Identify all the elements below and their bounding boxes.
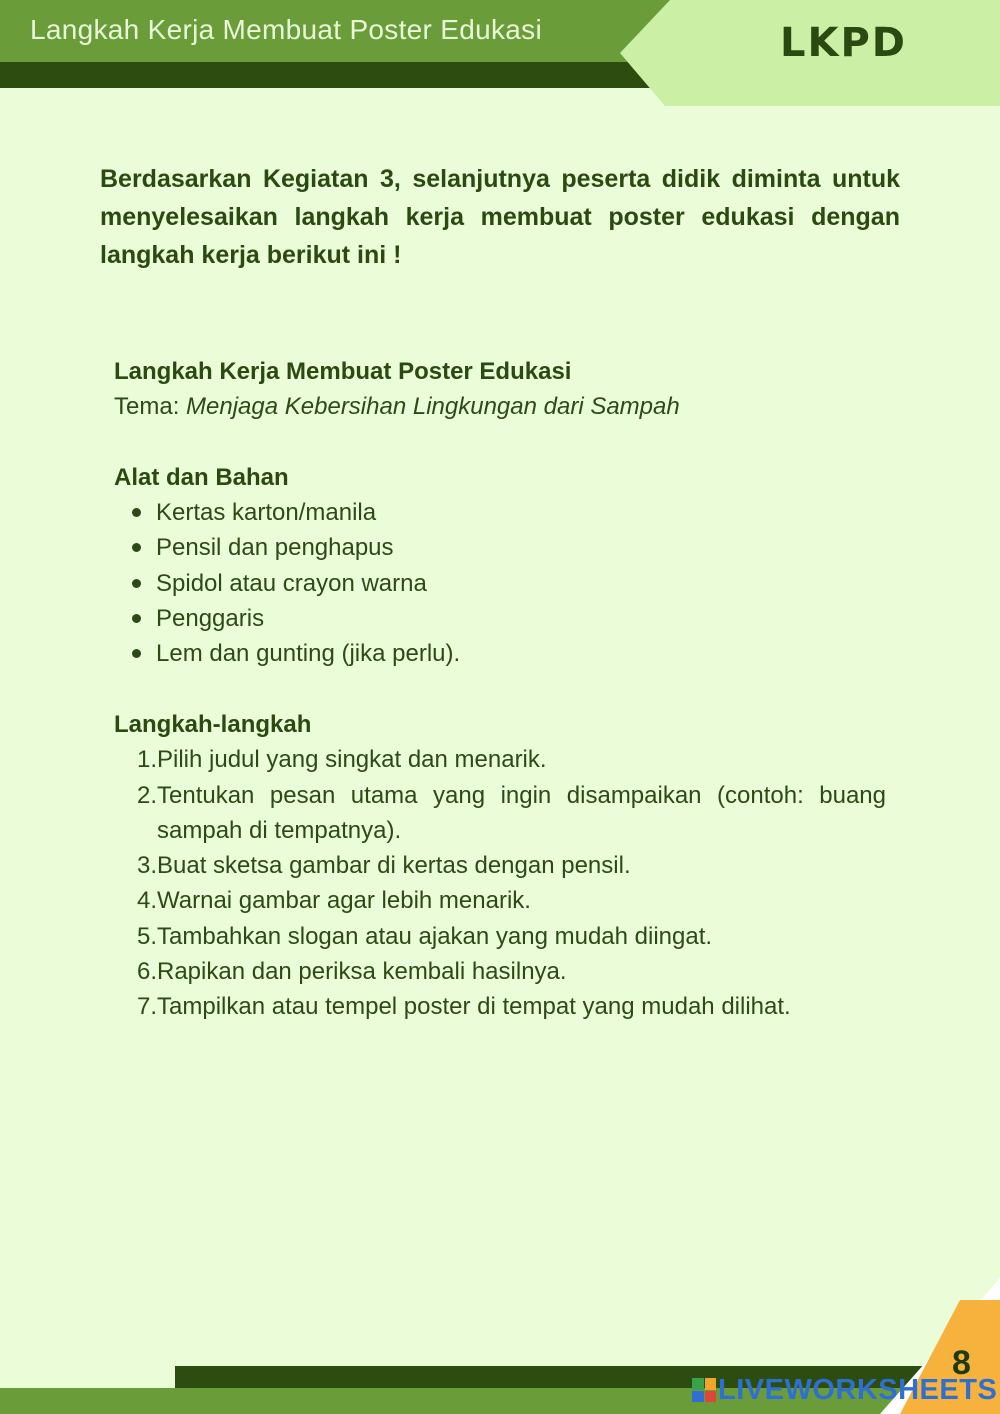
step-text: Warnai gambar agar lebih menarik.: [157, 887, 531, 915]
list-item: Kertas karton/manila: [114, 495, 886, 530]
page-number: 8: [952, 1344, 971, 1382]
list-item: Penggaris: [114, 601, 886, 636]
spacer: [114, 672, 886, 707]
step-text: Tampilkan atau tempel poster di tempat yang mudah dilihat.: [157, 993, 791, 1021]
step-item: [114, 883, 886, 918]
tools-heading: Alat dan Bahan: [114, 463, 289, 491]
header-underline-bar: [0, 62, 660, 88]
step-number: 5.: [136, 922, 157, 950]
step-item: [114, 989, 886, 1024]
liveworksheets-watermark[interactable]: LIVEWORKSHEETS: [718, 1374, 998, 1406]
list-item: Pensil dan penghapus: [114, 530, 886, 565]
list-item: Lem dan gunting (jika perlu).: [114, 636, 886, 671]
step-text: Pilih judul yang singkat dan menarik.: [157, 746, 547, 774]
step-item: [114, 919, 886, 954]
step-text: Rapikan dan periksa kembali hasilnya.: [157, 958, 567, 986]
spacer: [114, 425, 886, 460]
step-item: [114, 848, 886, 883]
lkpd-logo: LKPD: [780, 20, 908, 66]
step-number: 6.: [136, 958, 157, 986]
list-item: Spidol atau crayon warna: [114, 566, 886, 601]
step-item: [114, 742, 886, 777]
theme-line: [114, 389, 886, 424]
step-number: 4.: [136, 887, 157, 915]
step-number: 2.: [136, 781, 157, 809]
step-item: [114, 778, 886, 849]
header-title: Langkah Kerja Membuat Poster Edukasi: [30, 14, 542, 45]
step-text: Buat sketsa gambar di kertas dengan pensil.: [157, 852, 631, 880]
section-title: Langkah Kerja Membuat Poster Edukasi: [114, 358, 572, 385]
steps-heading: Langkah-langkah: [114, 710, 312, 738]
liveworksheets-logo-icon: [692, 1378, 716, 1402]
steps-list: [114, 742, 886, 1024]
step-number: 7.: [136, 993, 157, 1021]
theme-label: Tema:: [114, 393, 180, 421]
intro-paragraph: Berdasarkan Kegiatan 3, selanjutnya peserta didik diminta untuk menyelesaikan langkah kerja membuat poster edukasi dengan langkah kerja berikut ini !: [100, 165, 900, 269]
step-item: [114, 954, 886, 989]
step-text: Tentukan pesan utama yang ingin disampaikan (contoh: buang sampah di tempatnya).: [157, 781, 886, 844]
step-text: Tambahkan slogan atau ajakan yang mudah diingat.: [157, 922, 713, 950]
step-number: 1.: [136, 746, 157, 774]
worksheet-content: [114, 354, 886, 1025]
tools-list: [114, 495, 886, 671]
theme-value: Menjaga Kebersihan Lingkungan dari Sampah: [186, 393, 680, 421]
step-number: 3.: [136, 852, 157, 880]
